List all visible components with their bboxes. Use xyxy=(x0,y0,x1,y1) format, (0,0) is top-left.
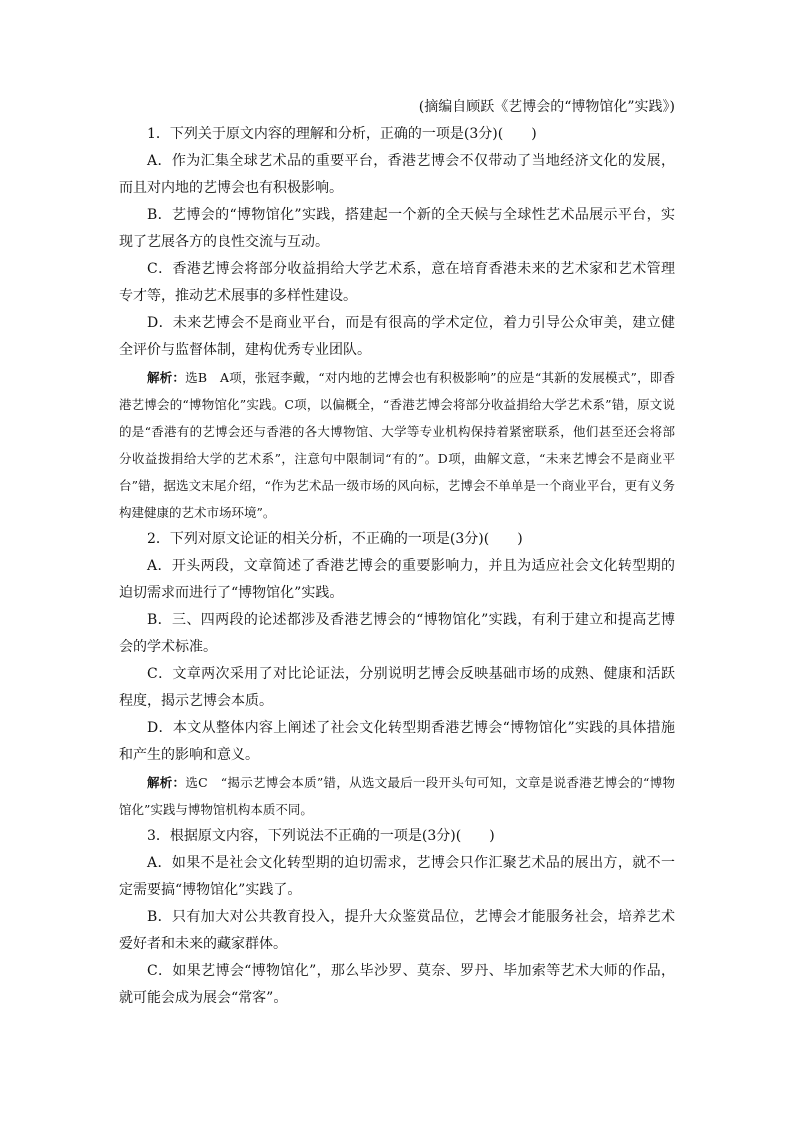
analysis xyxy=(119,769,675,823)
option-a: A．作为汇集全球艺术品的重要平台，香港艺博会不仅带动了当地经济文化的发展，而且对内地的艺博会也有积极影响。 xyxy=(119,153,675,196)
option-c: C．文章两次采用了对比论证法，分别说明艺博会反映基础市场的成熟、健康和活跃程度，揭示艺博会本质。 xyxy=(119,666,675,709)
option-d: D．本文从整体内容上阐述了社会文化转型期香港艺博会“博物馆化”实践的具体措施和产生的影响和意义。 xyxy=(119,720,675,763)
option-b: B．只有加大对公共教育投入，提升大众鉴赏品位，艺博会才能服务社会，培养艺术爱好者和未来的藏家群体。 xyxy=(119,909,675,952)
question-3 xyxy=(119,823,675,1012)
option-d: D．未来艺博会不是商业平台，而是有很高的学术定位，着力引导公众审美，建立健全评价与监督体制，建构优秀专业团队。 xyxy=(119,315,675,358)
question-1 xyxy=(119,121,675,526)
question-stem: 2．下列对原文论证的相关分析，不正确的一项是(3分)( ) xyxy=(147,531,523,547)
option-b: B．三、四两段的论述都涉及香港艺博会的“博物馆化”实践，有利于建立和提高艺博会的学术标准。 xyxy=(119,612,675,655)
question-stem: 1．下列关于原文内容的理解和分析，正确的一项是(3分)( ) xyxy=(147,126,537,142)
analysis-label: 解析： xyxy=(147,775,186,790)
source-citation: (摘编自顾跃《艺博会的“博物馆化”实践》) xyxy=(418,99,675,115)
analysis-text: 选C “揭示艺博会本质”错，从选文最后一段开头句可知，文章是说香港艺博会的“博物馆化”实践与博物馆机构本质不同。 xyxy=(119,775,675,817)
question-stem: 3．根据原文内容，下列说法不正确的一项是(3分)( ) xyxy=(147,828,495,844)
option-b: B．艺博会的“博物馆化”实践，搭建起一个新的全天候与全球性艺术品展示平台，实现了艺展各方的良性交流与互动。 xyxy=(119,207,675,250)
option-c: C．如果艺博会“博物馆化”，那么毕沙罗、莫奈、罗丹、毕加索等艺术大师的作品，就可能会成为展会“常客”。 xyxy=(119,963,675,1006)
analysis xyxy=(119,364,675,526)
option-c: C．香港艺博会将部分收益捐给大学艺术系，意在培育香港未来的艺术家和艺术管理专才等，推动艺术展事的多样性建设。 xyxy=(119,261,675,304)
analysis-text: 选B A项，张冠李戴，“对内地的艺博会也有积极影响”的应是“其新的发展模式”，即香港艺博会的“博物馆化”实践。C项，以偏概全，“香港艺博会将部分收益捐给大学艺术系”错，原文说的是“香港有的艺博会还与香港的各大博物馆、大学等专业机构保持着紧密联系，他们甚至还会将部分收益拨捐给大学的艺术系”，注意句中限制词“有的”。D项，曲解文意，“未来艺博会不是商业平台”错，据选文末尾介绍，“作为艺术品一级市场的风向标，艺博会不单单是一个商业平台，更有义务构建健康的艺术市场环境”。 xyxy=(119,370,675,520)
option-a: A．如果不是社会文化转型期的迫切需求，艺博会只作汇聚艺术品的展出方，就不一定需要搞“博物馆化”实践了。 xyxy=(119,855,675,898)
question-2 xyxy=(119,526,675,823)
option-a: A．开头两段，文章简述了香港艺博会的重要影响力，并且为适应社会文化转型期的迫切需求而进行了“博物馆化”实践。 xyxy=(119,558,675,601)
document-page xyxy=(119,94,675,1012)
analysis-label: 解析： xyxy=(147,370,186,385)
